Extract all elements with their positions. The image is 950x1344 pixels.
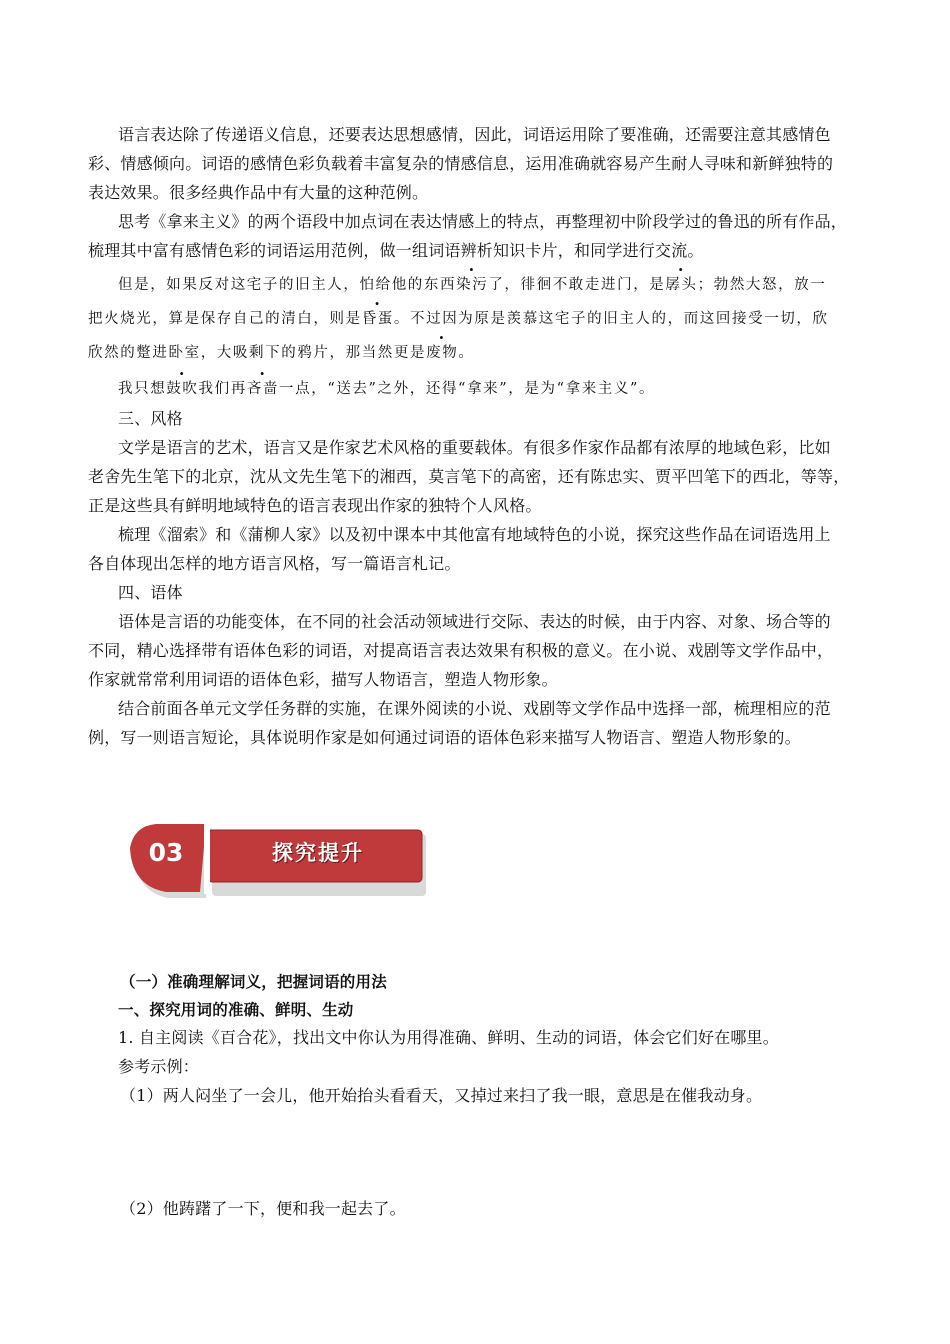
quote-text: 。不过因为原是羡慕这宅子的旧主人的，而这回接受一切，欣 xyxy=(393,311,829,327)
emphasized-word: 废物 xyxy=(426,345,459,361)
example-text: （1）两人闷坐了一会儿，他开始抬头看看天，又掉过来扫了我一眼，意思是在催我动身。 xyxy=(120,1086,763,1105)
emphasized-word: 昏蛋 xyxy=(361,311,394,327)
emphasized-word: 吝啬 xyxy=(246,381,280,397)
emphasized-word: 孱头 xyxy=(665,277,698,293)
paragraph-line: 语言表达除了传递语义信息，还要表达思想感情，因此，词语运用除了要准确，还需要注意其感情色 xyxy=(118,125,831,144)
banner-number: 03 xyxy=(148,838,184,867)
paragraph-line: 思考《拿来主义》的两个语段中加点词在表达情感上的特点，再整理初中阶段学过的鲁迅的所有作品， xyxy=(118,212,848,231)
reference-label: 参考示例： xyxy=(118,1057,200,1076)
banner-title: 探究提升 xyxy=(272,841,364,865)
quote-text: 。 xyxy=(458,345,475,361)
quote-line xyxy=(118,379,898,399)
quote-line xyxy=(118,275,898,295)
section-heading: 三、风格 xyxy=(118,409,183,428)
question-text: 1. 自主阅读《百合花》，找出文中你认为用得准确、鲜明、生动的词语，体会它们好在哪里。 xyxy=(118,1028,779,1047)
quote-text: 我只想 xyxy=(118,381,167,397)
quote-line xyxy=(88,309,868,329)
paragraph-line: 梳理其中富有感情色彩的词语运用范例，做一组词语辨析知识卡片，和同学进行交流。 xyxy=(88,241,704,260)
emphasized-word: 染污 xyxy=(456,277,489,293)
paragraph-line: 彩、情感倾向。词语的感情色彩负载着丰富复杂的情感信息，运用准确就容易产生耐人寻味和新鲜独特的 xyxy=(88,154,834,173)
quote-text: 了，徘徊不敢走进门，是 xyxy=(488,277,666,293)
quote-line xyxy=(88,343,868,363)
paragraph-line: 语体是言语的功能变体，在不同的社会活动领域进行交际、表达的时候，由于内容、对象、场合等的 xyxy=(118,612,831,631)
paragraph-line: 文学是语言的艺术，语言又是作家艺术风格的重要载体。有很多作家作品都有浓厚的地域色彩，比如 xyxy=(118,438,831,457)
paragraph-line: 表达效果。很多经典作品中有大量的这种范例。 xyxy=(88,183,429,202)
quote-text: 一点，“送去”之外，还得“拿来”，是为“拿来主义”。 xyxy=(279,381,656,397)
paragraph-line: 例，写一则语言短论，具体说明作家是如何通过词语的语体色彩来描写人物语言、塑造人物形象的。 xyxy=(88,728,801,747)
paragraph-line: 梳理《溜索》和《蒲柳人家》以及初中课本中其他富有地域特色的小说，探究这些作品在词语选用上 xyxy=(118,525,831,544)
section-heading: 四、语体 xyxy=(118,583,183,602)
paragraph-line: 各自体现出怎样的地方语言风格，写一篇语言札记。 xyxy=(88,554,461,573)
paragraph-line: 老舍先生笔下的北京，沈从文先生笔下的湘西，莫言笔下的高密，还有陈忠实、贾平凹笔下的西北，等等， xyxy=(88,467,850,486)
paragraph-line: 作家就常常利用词语的语体色彩，描写人物语言，塑造人物形象。 xyxy=(88,670,558,689)
quote-text: 我们再 xyxy=(198,381,247,397)
quote-text: 欣然的蹩进卧室，大吸剩下的鸦片，那当然更是 xyxy=(88,345,427,361)
paragraph-line: 不同，精心选择带有语体色彩的词语，对提高语言表达效果有积极的意义。在小说、戏剧等文学作品中， xyxy=(88,641,834,660)
sub-title: 一、探究用词的准确、鲜明、生动 xyxy=(118,1001,354,1019)
paragraph-line: 结合前面各单元文学任务群的实施，在课外阅读的小说、戏剧等文学作品中选择一部，梳理相应的范 xyxy=(118,699,831,718)
paragraph-line: 正是这些具有鲜明地域特色的语言表现出作家的独特个人风格。 xyxy=(88,496,542,515)
section-banner xyxy=(120,822,430,902)
part-title: （一）准确理解词义，把握词语的用法 xyxy=(120,973,387,991)
quote-text: 把火烧光，算是保存自己的清白，则是 xyxy=(88,311,362,327)
example-text: （2）他踌躇了一下，便和我一起去了。 xyxy=(120,1199,406,1218)
quote-text: ；勃然大怒，放一 xyxy=(697,277,827,293)
emphasized-word: 鼓吹 xyxy=(166,381,199,397)
quote-text: 但是，如果反对这宅子的旧主人，怕给他的东西 xyxy=(118,277,457,293)
